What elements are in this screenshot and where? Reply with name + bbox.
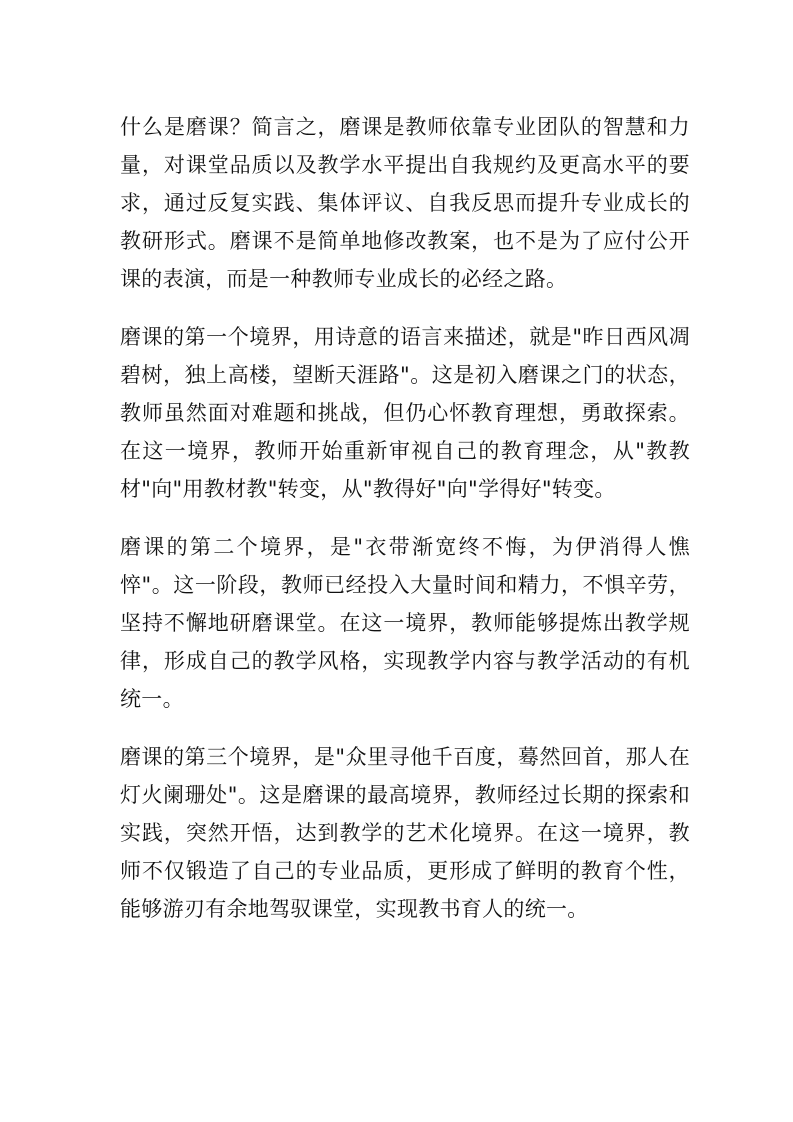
document-body — [120, 108, 690, 948]
paragraph-intro: 什么是磨课？简言之，磨课是教师依靠专业团队的智慧和力量，对课堂品质以及教学水平提出自我规约及更高水平的要求，通过反复实践、集体评议、自我反思而提升专业成长的教研形式。磨课不是简单地修改教案，也不是为了应付公开课的表演，而是一种教师专业成长的必经之路。 — [120, 115, 690, 291]
paragraph-first-realm: 磨课的第一个境界，用诗意的语言来描述，就是"昨日西风凋碧树，独上高楼，望断天涯路"。这是初入磨课之门的状态，教师虽然面对难题和挑战，但仍心怀教育理想，勇敢探索。在这一境界，教师开始重新审视自己的教育理念，从"教教材"向"用教材教"转变，从"教得好"向"学得好"转变。 — [120, 325, 690, 501]
paragraph-third-realm: 磨课的第三个境界，是"众里寻他千百度，蓦然回首，那人在灯火阑珊处"。这是磨课的最高境界，教师经过长期的探索和实践，突然开悟，达到教学的艺术化境界。在这一境界，教师不仅锻造了自己的专业品质，更形成了鲜明的教育个性，能够游刃有余地驾驭课堂，实现教书育人的统一。 — [120, 745, 690, 921]
paragraph-second-realm: 磨课的第二个境界，是"衣带渐宽终不悔，为伊消得人憔悴"。这一阶段，教师已经投入大量时间和精力，不惧辛劳，坚持不懈地研磨课堂。在这一境界，教师能够提炼出教学规律，形成自己的教学风格，实现教学内容与教学活动的有机统一。 — [120, 535, 690, 711]
